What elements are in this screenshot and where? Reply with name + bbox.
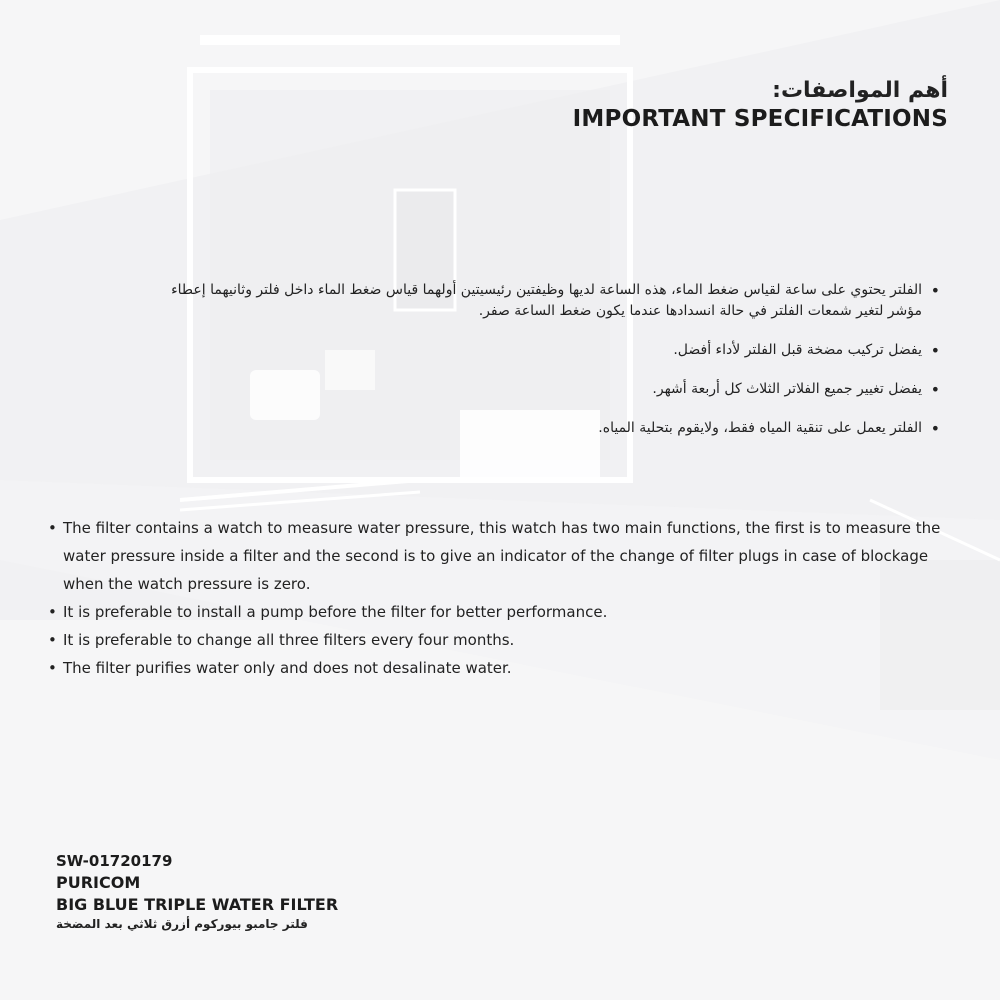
product-sku: SW-01720179 (56, 852, 173, 870)
arabic-spec-item: • يفضل تركيب مضخة قبل الفلتر لأداء أفضل. (140, 340, 940, 361)
english-spec-item: • It is preferable to install a pump before the filter for better performance. (48, 598, 953, 626)
english-spec-item: • It is preferable to change all three filters every four months. (48, 626, 953, 654)
english-specs-list (48, 514, 953, 682)
brand-name: PURICOM (56, 873, 141, 892)
heading-arabic: أهم المواصفات: (772, 78, 948, 103)
arabic-spec-item: • الفلتر يحتوي على ساعة لقياس ضغط الماء، هذه الساعة لديها وظيفتين رئيسيتين أولهما قياس ضغط الماء داخل فلتر وثانيهما إعطاء مؤشر لتغير شمعات الفلتر في حالة انسدادها عندما يكون ضغط الساعة صفر. (140, 280, 940, 322)
arabic-specs-list (140, 280, 940, 457)
product-name: BIG BLUE TRIPLE WATER FILTER (56, 895, 339, 914)
english-spec-item: • The filter contains a watch to measure water pressure, this watch has two main functions, the first is to measure the water pressure inside a filter and the second is to give an indicator of the change of filter plugs in case of blockage when the watch pressure is zero. (48, 514, 953, 598)
product-footer (56, 850, 338, 932)
arabic-spec-item: • الفلتر يعمل على تنقية المياه فقط، ولايقوم بتحلية المياه. (140, 418, 940, 439)
product-name-arabic: فلتر جامبو بيوركوم أزرق ثلاثي بعد المضخة (56, 917, 308, 931)
arabic-spec-item: • يفضل تغيير جميع الفلاتر الثلاث كل أربعة أشهر. (140, 379, 940, 400)
heading-english: IMPORTANT SPECIFICATIONS (572, 106, 948, 132)
english-spec-item: • The filter purifies water only and does not desalinate water. (48, 654, 953, 682)
